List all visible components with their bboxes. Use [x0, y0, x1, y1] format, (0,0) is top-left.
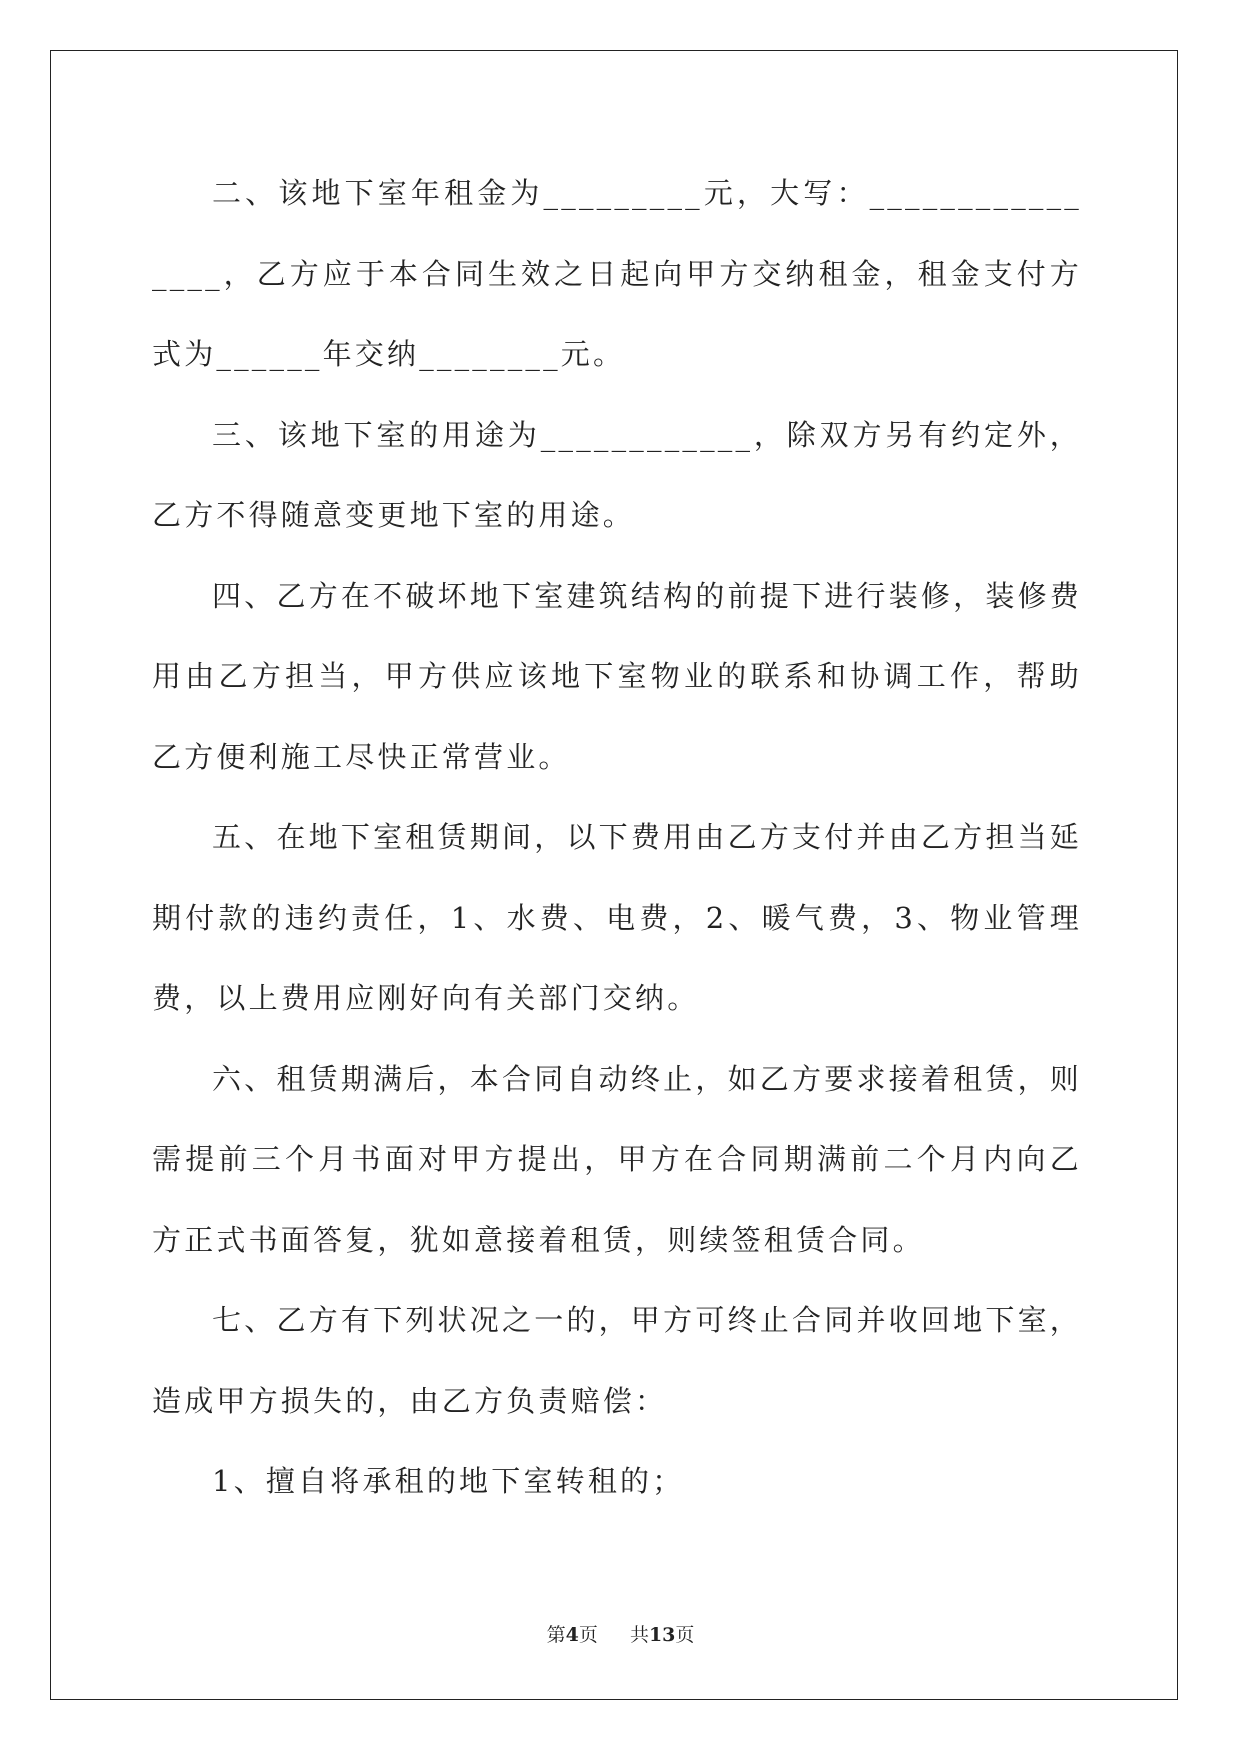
paragraph-sublet: 1、擅自将承租的地下室转租的；: [212, 1464, 685, 1498]
paragraph-fees: 五、在地下室租赁期间，以下费用由乙方支付并由乙方担当延期付款的违约责任，1、水费、电费，2、暖气费，3、物业管理费，以上费用应刚好向有关部门交纳。: [152, 820, 1082, 1015]
page-prefix: 第: [546, 1624, 566, 1646]
page-current: 4: [565, 1624, 579, 1646]
page-total: 13: [648, 1624, 676, 1646]
paragraph-rent: 二、该地下室年租金为_________元，大写：________________，乙方应于本合同生效之日起向甲方交纳租金，租金支付方式为______年交纳________元。: [152, 176, 1082, 371]
paragraph-renovation: 四、乙方在不破坏地下室建筑结构的前提下进行装修，装修费用由乙方担当，甲方供应该地下室物业的联系和协调工作，帮助乙方便利施工尽快正常营业。: [152, 578, 1082, 774]
page-suffix: 页: [578, 1624, 598, 1646]
document-body: [152, 153, 1082, 1522]
total-prefix: 共: [629, 1624, 649, 1646]
paragraph-renewal: 六、租赁期满后，本合同自动终止，如乙方要求接着租赁，则需提前三个月书面对甲方提出，甲方在合同期满前二个月内向乙方正式书面答复，犹如意接着租赁，则续签租赁合同。: [152, 1061, 1082, 1257]
paragraph-usage: 三、该地下室的用途为____________，除双方另有约定外，乙方不得随意变更地下室的用途。: [152, 417, 1082, 532]
page-footer: [0, 1620, 1241, 1647]
total-suffix: 页: [675, 1624, 695, 1646]
paragraph-termination: 七、乙方有下列状况之一的，甲方可终止合同并收回地下室，造成甲方损失的，由乙方负责赔偿：: [152, 1303, 1082, 1418]
